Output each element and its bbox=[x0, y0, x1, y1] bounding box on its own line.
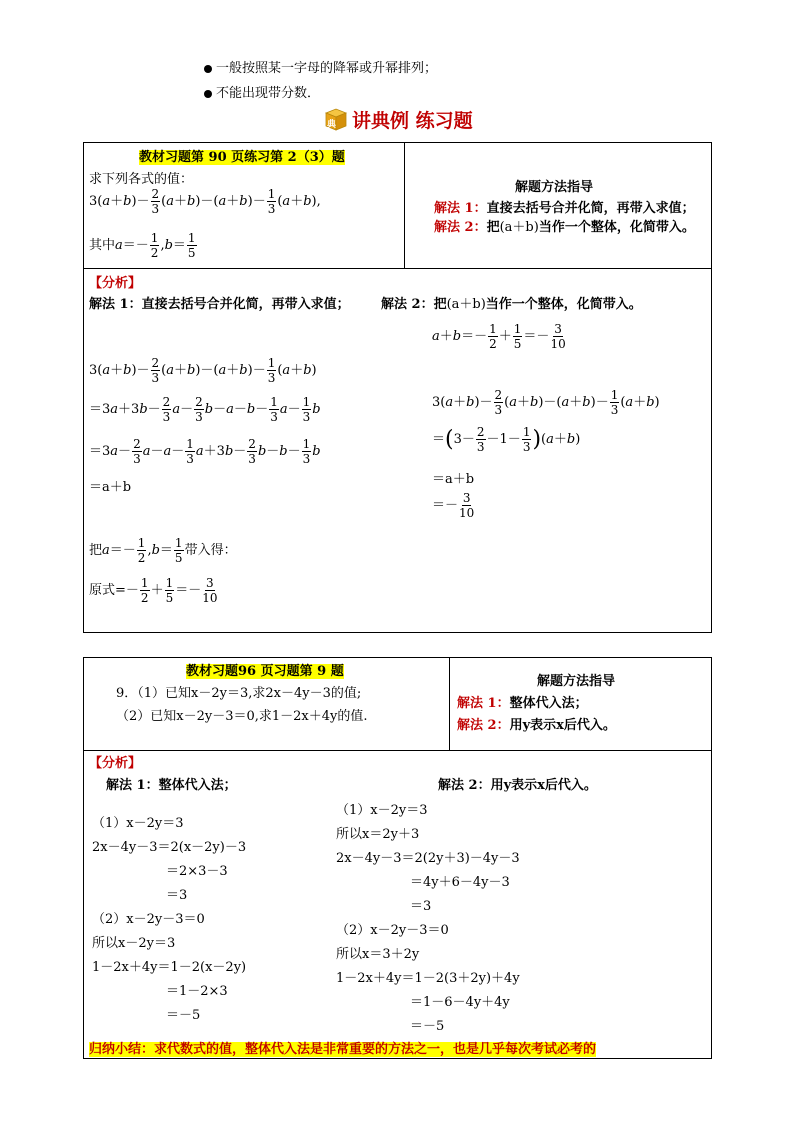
left-line: 所以x－2y＝3 bbox=[92, 936, 176, 951]
cube-icon bbox=[322, 106, 344, 128]
cube-label: 典 bbox=[327, 120, 337, 130]
divider bbox=[404, 142, 405, 268]
left-line: ＝2×3－3 bbox=[166, 864, 228, 879]
m1-substitute: 把a＝－ $\frac{1}{2}$ ,b＝ $\frac{1}{5}$ 带入得： bbox=[89, 536, 237, 565]
box1-guide-2: 解法 2：把(a＋b)当作一个整体，化简带入。 bbox=[434, 220, 695, 235]
divider bbox=[83, 750, 712, 751]
m1-result: 原式=－ $\frac{1}{2}$ ＋ $\frac{1}{5}$ ＝－ $\frac{3}{10}$ bbox=[89, 576, 218, 605]
bullet-no-mixed-fraction: 不能出现带分数． bbox=[204, 82, 320, 101]
bullet-icon bbox=[204, 90, 212, 98]
right-line: ＝－5 bbox=[410, 1019, 445, 1034]
box1-method-2: 解法 2：把(a＋b)当作一个整体，化简带入。 bbox=[381, 297, 642, 312]
right-line: ＝4y＋6－4y－3 bbox=[410, 875, 510, 890]
box1-given-values: 其中a＝－ $\frac{1}{2}$ ,b＝ $\frac{1}{5}$ bbox=[89, 231, 196, 260]
right-line: 所以x＝2y＋3 bbox=[336, 827, 420, 842]
box2-method-2: 解法 2：用y表示x后代入。 bbox=[438, 778, 597, 793]
box1-guide-title: 解题方法指导 bbox=[515, 180, 594, 195]
m2-step-2: 3(a＋b)－ $\frac{2}{3}$ (a＋b)－(a＋b)－ $\frac{1}{3}$ (a＋b) bbox=[432, 388, 660, 417]
right-line: 所以x＝3＋2y bbox=[336, 947, 420, 962]
bullet-icon bbox=[204, 65, 212, 73]
right-line: ＝1－6－4y＋4y bbox=[410, 995, 510, 1010]
box2-method-1: 解法 1：整体代入法； bbox=[106, 778, 237, 793]
m2-step-3: ＝(3－ $\frac{2}{3}$ －1－ $\frac{1}{3}$ )(a＋b) bbox=[432, 425, 581, 454]
box2-question-2: （2）已知x－2y－3＝0,求1－2x＋4y的值. bbox=[116, 709, 368, 724]
left-line: ＝3 bbox=[166, 888, 188, 903]
box1-prompt: 求下列各式的值： bbox=[89, 172, 194, 187]
box1-analysis-label: 【分析】 bbox=[89, 276, 142, 291]
m1-step-2: ＝3a＋3b－ $\frac{2}{3}$ a－ $\frac{2}{3}$ b－a－b－ $\frac{1}{3}$ a－ $\frac{1}{3}$ b bbox=[89, 395, 321, 424]
box2-question-1: 9．（1）已知x－2y＝3,求2x－4y－3的值; bbox=[116, 686, 362, 701]
box2-analysis-label: 【分析】 bbox=[89, 756, 142, 771]
box1-title: 教材习题第 90 页练习第 2（3）题 bbox=[139, 150, 345, 165]
left-line: （2）x－2y－3＝0 bbox=[92, 912, 205, 927]
divider bbox=[83, 268, 712, 269]
box2-summary: 归纳小结：求代数式的值，整体代入法是非常重要的方法之一，也是几乎每次考试必考的 bbox=[89, 1042, 597, 1057]
m2-step-5: ＝－ $\frac{3}{10}$ bbox=[432, 491, 475, 520]
left-line: ＝1－2×3 bbox=[166, 984, 228, 999]
left-line: 2x－4y－3＝2(x－2y)－3 bbox=[92, 840, 247, 855]
box2-guide-2: 解法 2：用y表示x后代入。 bbox=[457, 718, 616, 733]
m2-step-1: a＋b＝－ $\frac{1}{2}$ ＋ $\frac{1}{5}$ ＝－ $\frac{3}{10}$ bbox=[432, 322, 566, 351]
box1-guide-1: 解法 1：直接去括号合并化简，再带入求值； bbox=[434, 201, 695, 216]
right-line: （2）x－2y－3＝0 bbox=[336, 923, 449, 938]
right-line: ＝3 bbox=[410, 899, 432, 914]
bullet-descending-order: 一般按照某一字母的降幂或升幂排列； bbox=[204, 57, 437, 76]
box2-guide-1: 解法 1：整体代入法； bbox=[457, 696, 588, 711]
left-line: ＝－5 bbox=[166, 1008, 201, 1023]
box2-title: 教材习题96 页习题第 9 题 bbox=[186, 664, 344, 679]
m1-step-3: ＝3a－ $\frac{2}{3}$ a－a－ $\frac{1}{3}$ a＋3b－ $\frac{2}{3}$ b－b－ $\frac{1}{3}$ b bbox=[89, 437, 321, 466]
divider bbox=[449, 657, 450, 750]
m1-step-4: ＝a＋b bbox=[89, 480, 132, 495]
box2-guide-title: 解题方法指导 bbox=[537, 674, 616, 689]
right-line: （1）x－2y＝3 bbox=[336, 803, 428, 818]
section-title: 讲典例 练习题 bbox=[352, 110, 473, 132]
box1-expression: 3(a＋b)－ $\frac{2}{3}$ (a＋b)－(a＋b)－ $\frac{1}{3}$ (a＋b), bbox=[89, 187, 321, 216]
left-line: 1－2x＋4y＝1－2(x－2y) bbox=[92, 960, 247, 975]
box1-method-1: 解法 1：直接去括号合并化简，再带入求值； bbox=[89, 297, 350, 312]
m2-step-4: ＝a＋b bbox=[432, 472, 475, 487]
m1-step-1: 3(a＋b)－ $\frac{2}{3}$ (a＋b)－(a＋b)－ $\frac{1}{3}$ (a＋b) bbox=[89, 356, 317, 385]
right-line: 2x－4y－3＝2(2y＋3)－4y－3 bbox=[336, 851, 520, 866]
left-line: （1）x－2y＝3 bbox=[92, 816, 184, 831]
right-line: 1－2x＋4y＝1－2(3＋2y)＋4y bbox=[336, 971, 520, 986]
